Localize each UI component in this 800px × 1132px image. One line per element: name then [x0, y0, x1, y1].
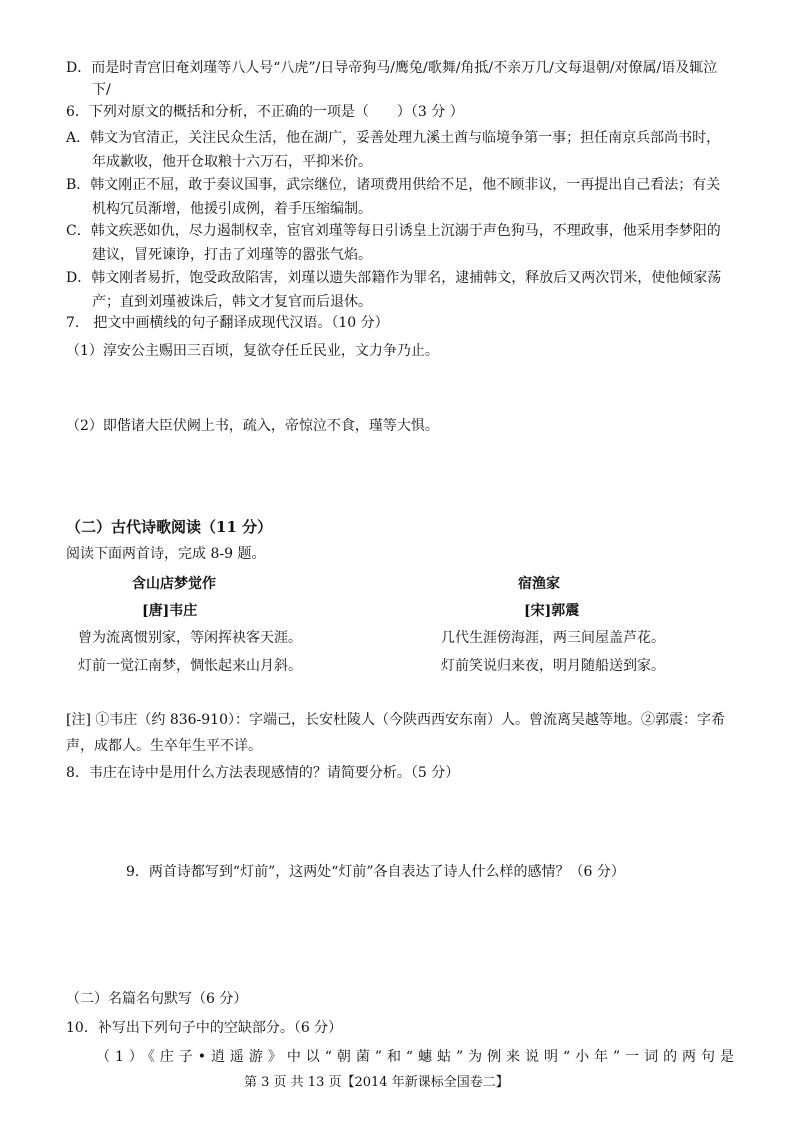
poem1-line1: 曾为流离惯别家，等闲挥袂客天涯。 [78, 630, 302, 646]
poem2-author: [宋]郭震 [524, 603, 580, 619]
q7-sentence-1: （1）淳安公主赐田三百顷，复欲夺任丘民业，文力争乃止。 [66, 343, 439, 359]
page-footer: 第 3 页 共 13 页【2014 年新课标全国卷二】 [244, 1075, 509, 1090]
poetry-intro: 阅读下面两首诗，完成 8-9 题。 [66, 546, 266, 562]
q10-item-1: （1）《庄子•逍遥游》中以“朝菌”和“蟪蛄”为例来说明“小年”一词的两句是 [96, 1049, 734, 1065]
q6-option-c-line2: 建议，冒死谏诤，打击了刘瑾等的嚣张气焰。 [92, 247, 372, 263]
poetry-note-line2: 声，成都人。生卒年生平不详。 [66, 738, 262, 754]
poem2-line2: 灯前笑说归来夜，明月随船送到家。 [441, 658, 665, 674]
q6-option-a-line2: 年成歉收，他开仓取粮十六万石，平抑米价。 [92, 154, 372, 170]
poem1-title: 含山店梦觉作 [132, 576, 216, 592]
q6-option-b-line2: 机构冗员渐增，他援引成例，着手压缩编制。 [92, 201, 372, 217]
q5-option-d-line2: 下/ [92, 82, 111, 98]
q6-option-b-line1: B．韩文刚正不屈，敢于奏议国事，武宗继位，诸项费用供给不足，他不顾非议，一再提出自己看法；有关 [66, 177, 721, 193]
poetry-section-title: （二）古代诗歌阅读（11 分） [66, 518, 273, 536]
q6-option-c-line1: C．韩文疾恶如仇，尽力遏制权幸，宦官刘瑾等每日引诱皇上沉溺于声色狗马，不理政事，他采用李梦阳的 [66, 223, 721, 239]
q7-stem: 7. 把文中画横线的句子翻译成现代汉语。（10 分） [66, 315, 389, 331]
q10-stem: 10．补写出下列句子中的空缺部分。（6 分） [66, 1020, 343, 1036]
q9-stem: 9．两首诗都写到“灯前”，这两处“灯前”各自表达了诗人什么样的感情？（6 分） [126, 864, 625, 880]
poem1-line2: 灯前一觉江南梦，惆怅起来山月斜。 [78, 658, 302, 674]
q6-option-d-line1: D．韩文刚者易折，饱受政敌陷害，刘瑾以遗失部籍作为罪名，逮捕韩文，释放后又两次罚米，使他倾家荡 [66, 270, 722, 286]
q6-option-d-line2: 产；直到刘瑾被诛后，韩文才复官而后退休。 [92, 294, 372, 310]
q5-option-d-line1: D．而是时青宫旧奄刘瑾等八人号“八虎”/日导帝狗马/鹰兔/歌舞/角抵/不亲万几/文每退朝/对僚属/语及辄泣 [66, 60, 718, 76]
poetry-note-line1: [注] ①韦庄（约 836-910）：字端己，长安杜陵人（今陕西西安东南）人。曾流离吴越等地。②郭震：字希 [66, 712, 725, 728]
poem2-title: 宿渔家 [518, 576, 560, 592]
poem1-author: [唐]韦庄 [142, 603, 198, 619]
q8-stem: 8．韦庄在诗中是用什么方法表现感情的？请简要分析。（5 分） [66, 765, 460, 781]
recitation-section-title: （二）名篇名句默写（6 分） [66, 991, 248, 1007]
poem2-line1: 几代生涯傍海涯，两三间屋盖芦花。 [441, 630, 665, 646]
q6-option-a-line1: A．韩文为官清正，关注民众生活，他在湖广，妥善处理九溪土酋与临境争第一事；担任南京兵部尚书时， [66, 130, 721, 146]
q7-sentence-2: （2）即偕诸大臣伏阙上书，疏入，帝惊泣不食，瑾等大惧。 [66, 418, 439, 434]
q6-stem: 6．下列对原文的概括和分析，不正确的一项是（ ）（3 分 ） [66, 104, 464, 120]
